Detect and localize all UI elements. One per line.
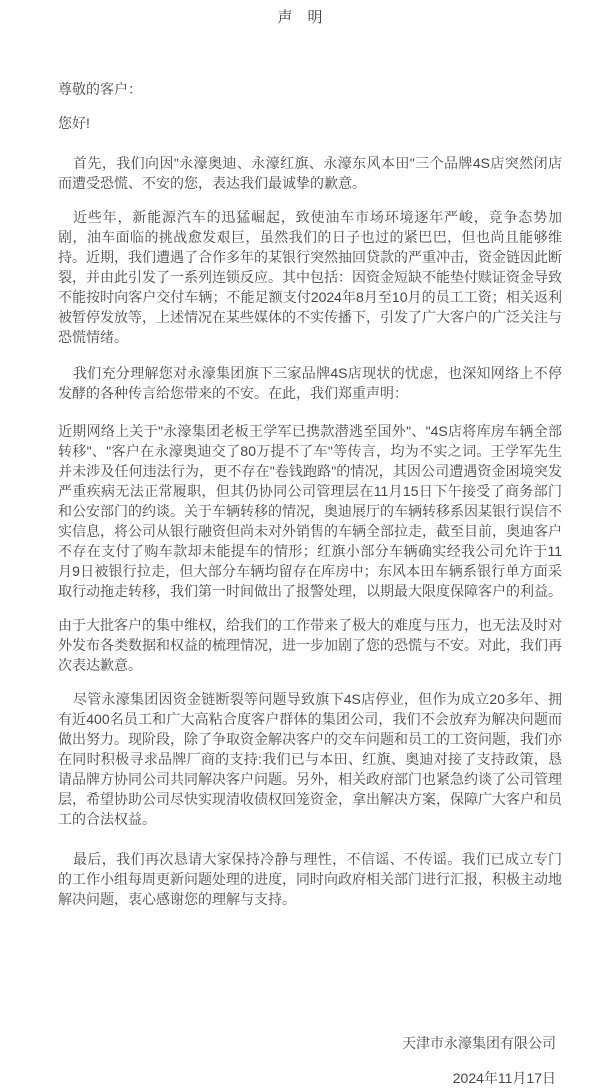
paragraph-closing-appeal: 最后，我们再次恳请大家保持冷静与理性，不信谣、不传谣。我们已成立专门的工作小组每周更新问题处理的进度，同时向政府相关部门进行汇报，积极主动地解决问题，衷心感谢您的理解与支持。: [58, 851, 562, 907]
signature-block: [0, 1033, 556, 1088]
paragraph-apology: 首先，我们向因"永濠奥迪、永濠红旗、永濠东风本田"三个品牌4S店突然闭店而遭受恐慌、不安的您，表达我们最诚挚的歉意。: [58, 155, 562, 191]
paragraph-background-causes: 近些年，新能源汽车的迅猛崛起，致使油车市场环境逐年严峻，竞争态势加剧，油车面临的挑战愈发艰巨，虽然我们的日子也过的紧巴巴，但也尚且能够维持。近期，我们遭遇了合作多年的某银行突然抽回贷款的严重冲击，资金链因此断裂，并由此引发了一系列连锁反应。其中包括：因资金短缺不能垫付赎证资金导致不能按时向客户交付车辆；不能足额支付2024年8月至10月的员工工资；相关返利被暂停发放等，上述情况在某些媒体的不实传播下，引发了广大客户的广泛关注与恐慌情绪。: [58, 209, 562, 345]
paragraph-understanding-concern: 我们充分理解您对永濠集团旗下三家品牌4S店现状的忧虑，也深知网络上不停发酵的各种传言给您带来的不安。在此，我们郑重声明：: [58, 365, 562, 401]
signature-date: 2024年11月17日: [452, 1070, 556, 1086]
salutation-line: 尊敬的客户：: [58, 81, 142, 97]
paragraph-rumor-clarification: 近期网络上关于"永濠集团老板王学军已携款潜逃至国外"、"4S店将库房车辆全部转移"、"客户在永濠奥迪交了80万提不了车"等传言，均为不实之词。王学军先生并未涉及任何违法行为，更不存在"卷钱跑路"的情况，其因公司遭遇资金困境突发严重疾病无法正常履职，但其仍协同公司管理层在11月15日下午接受了商务部门和公安部门的约谈。关于车辆转移的情况，奥迪展厅的车辆转移系因某银行误信不实信息，将公司从银行融资但尚未对外销售的车辆全部拉走，截至目前，奥迪客户不存在支付了购车款却未能提车的情形；红旗小部分车辆确实经我公司允许于11月9日被银行拉走，但大部分车辆均留存在库房中；东风本田车辆系银行单方面采取行动拖走转移，我们第一时间做出了报警处理，以期最大限度保障客户的利益。: [58, 423, 562, 599]
paragraph-pressure-apology: 由于大批客户的集中维权，给我们的工作带来了极大的难度与压力，也无法及时对外发布各类数据和权益的梳理情况，进一步加剧了您的恐慌与不安。对此，我们再次表达歉意。: [58, 617, 562, 673]
document-title: 声 明: [277, 9, 323, 26]
document-body: [58, 79, 562, 909]
paragraph-resolution-efforts: 尽管永濠集团因资金链断裂等问题导致旗下4S店停业，但作为成立20多年、拥有近400名员工和广大高粘合度客户群体的集团公司，我们不会放弃为解决问题而做出努力。现阶段，除了争取资金解决客户的交车问题和员工的工资问题，我们亦在同时积极寻求品牌厂商的支持:我们已与本田、红旗、奥迪对接了支持政策，恳请品牌方协同公司共同解决客户问题。另外，相关政府部门也紧急约谈了公司管理层，希望协助公司尽快实现清收债权回笼资金，拿出解决方案，保障广大客户和员工的合法权益。: [58, 691, 562, 827]
greeting-line: 您好!: [58, 115, 90, 131]
signature-company: 天津市永濠集团有限公司: [402, 1035, 556, 1051]
